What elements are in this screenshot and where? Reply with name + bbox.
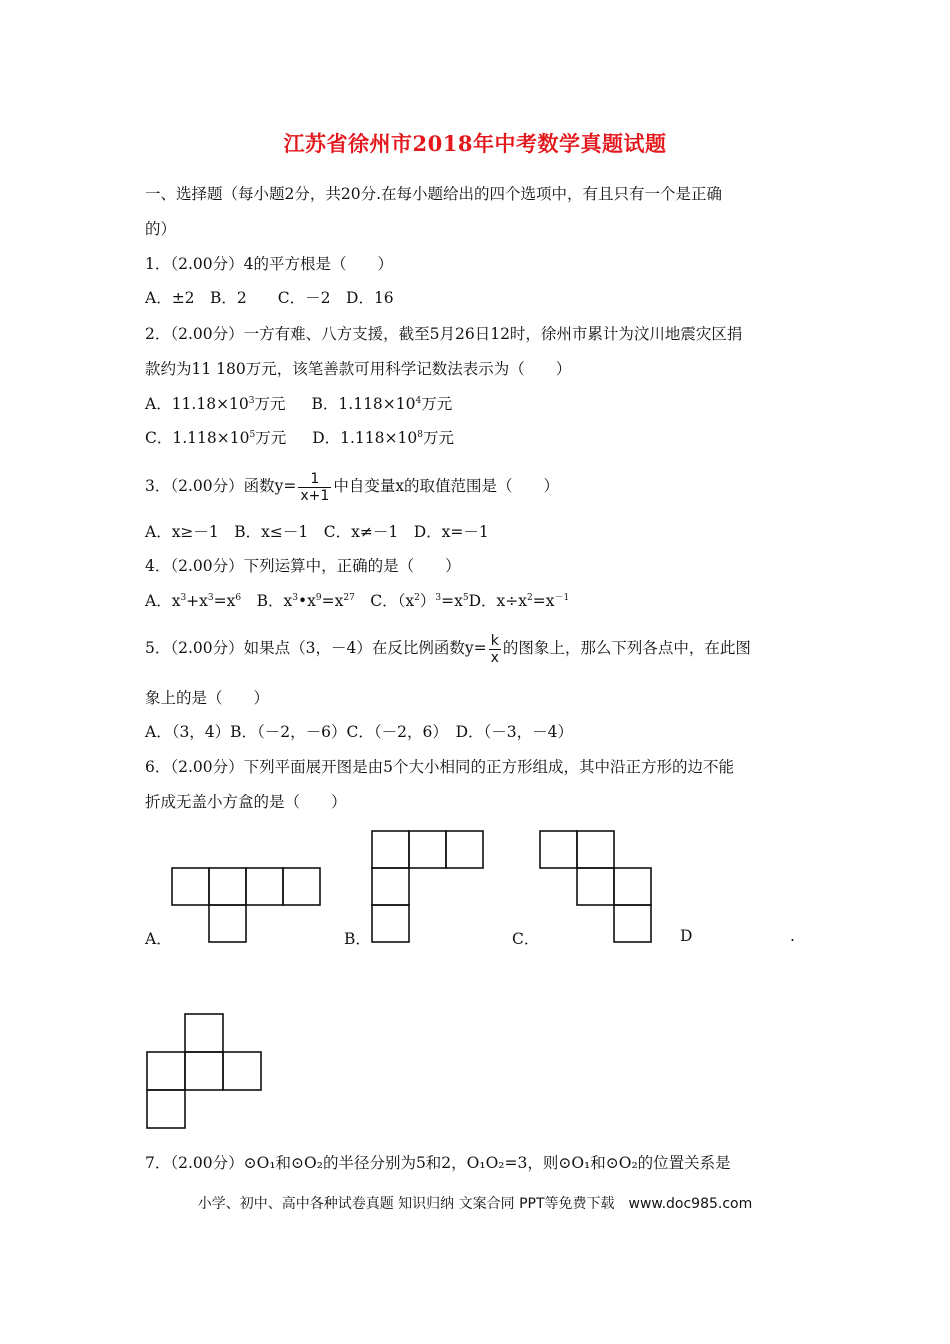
q3-options: A．x≥－1 B．x≤－1 C．x≠－1 D．x=－1 bbox=[145, 523, 489, 541]
q3-fraction: $\frac{1}{x+1}$ bbox=[300, 470, 330, 504]
q7-line1: 7．（2.00分）⊙O₁和⊙O₂的半径分别为5和2，O₁O₂=3，则⊙O₁和⊙O₂的位置关系是 bbox=[145, 1154, 731, 1172]
q2-option-b: B．$1.118\times 10^4$万元 bbox=[311, 395, 453, 413]
section-heading-line2: 的） bbox=[145, 220, 177, 238]
q1-stem: 1．（2.00分）4的平方根是（ ） bbox=[145, 255, 393, 273]
page-title: 江苏省徐州市2018年中考数学真题试题 bbox=[283, 131, 667, 156]
q2-options-ab bbox=[145, 394, 452, 414]
q2-option-d: D．$1.118\times 10^8$万元 bbox=[312, 429, 454, 447]
net-label-c: C． bbox=[512, 930, 540, 948]
q2-line1: 2．（2.00分）一方有难、八方支援，截至5月26日12时，徐州市累计为汶川地震灾区捐 bbox=[145, 325, 743, 343]
q3-stem: 3．（2.00分）函数y= $\frac{1}{x+1}$ 中自变量x的取值范围是（ ） bbox=[145, 470, 560, 504]
q5-line2: 象上的是（ ） bbox=[145, 689, 270, 707]
footer-text: 小学、初中、高中各种试卷真题 知识归纳 文案合同 PPT等免费下载 www.doc985.com bbox=[197, 1196, 753, 1212]
q2-options-cd bbox=[145, 428, 454, 448]
net-figure-c bbox=[538, 829, 656, 945]
net-figure-b bbox=[370, 829, 488, 945]
q6-line2: 折成无盖小方盒的是（ ） bbox=[145, 793, 347, 811]
q6-line1: 6．（2.00分）下列平面展开图是由5个大小相同的正方形组成，其中沿正方形的边不能 bbox=[145, 758, 734, 776]
net-figure-a bbox=[170, 866, 324, 946]
q5-options: A．（3，4）B．（－2，－6）C．（－2，6） D．（－3，－4） bbox=[145, 723, 574, 741]
q2-line2: 款约为11 180万元，该笔善款可用科学记数法表示为（ ） bbox=[145, 360, 572, 378]
q2-option-c: C．$1.118\times 10^5$万元 bbox=[145, 429, 287, 447]
q4-stem: 4．（2.00分）下列运算中，正确的是（ ） bbox=[145, 557, 461, 575]
net-label-b: B． bbox=[344, 930, 371, 948]
q5-fraction: $\frac{k}{x}$ bbox=[490, 632, 499, 666]
net-label-a: A． bbox=[145, 930, 172, 948]
net-label-d: D bbox=[680, 927, 693, 945]
q5-stem: 5．（2.00分）如果点（3，－4）在反比例函数y= $\frac{k}{x}$ 的图象上，那么下列各点中，在此图 bbox=[145, 632, 751, 666]
q2-option-a: A．$11.18\times 10^3$万元 bbox=[145, 395, 286, 413]
q1-options: A．±2 B．2 C．－2 D．16 bbox=[145, 289, 394, 307]
net-label-d-dot: . bbox=[790, 927, 795, 945]
net-figure-d bbox=[145, 1012, 265, 1130]
section-heading-line1: 一、选择题（每小题2分，共20分.在每小题给出的四个选项中，有且只有一个是正确 bbox=[145, 185, 723, 203]
q4-options: A．$x^3+x^3=x^6$ B．$x^3•x^9=x^{27}$ C．$(x^2)^3=x^5D$．$x\div x^2=x^{-1}$ bbox=[145, 592, 570, 610]
